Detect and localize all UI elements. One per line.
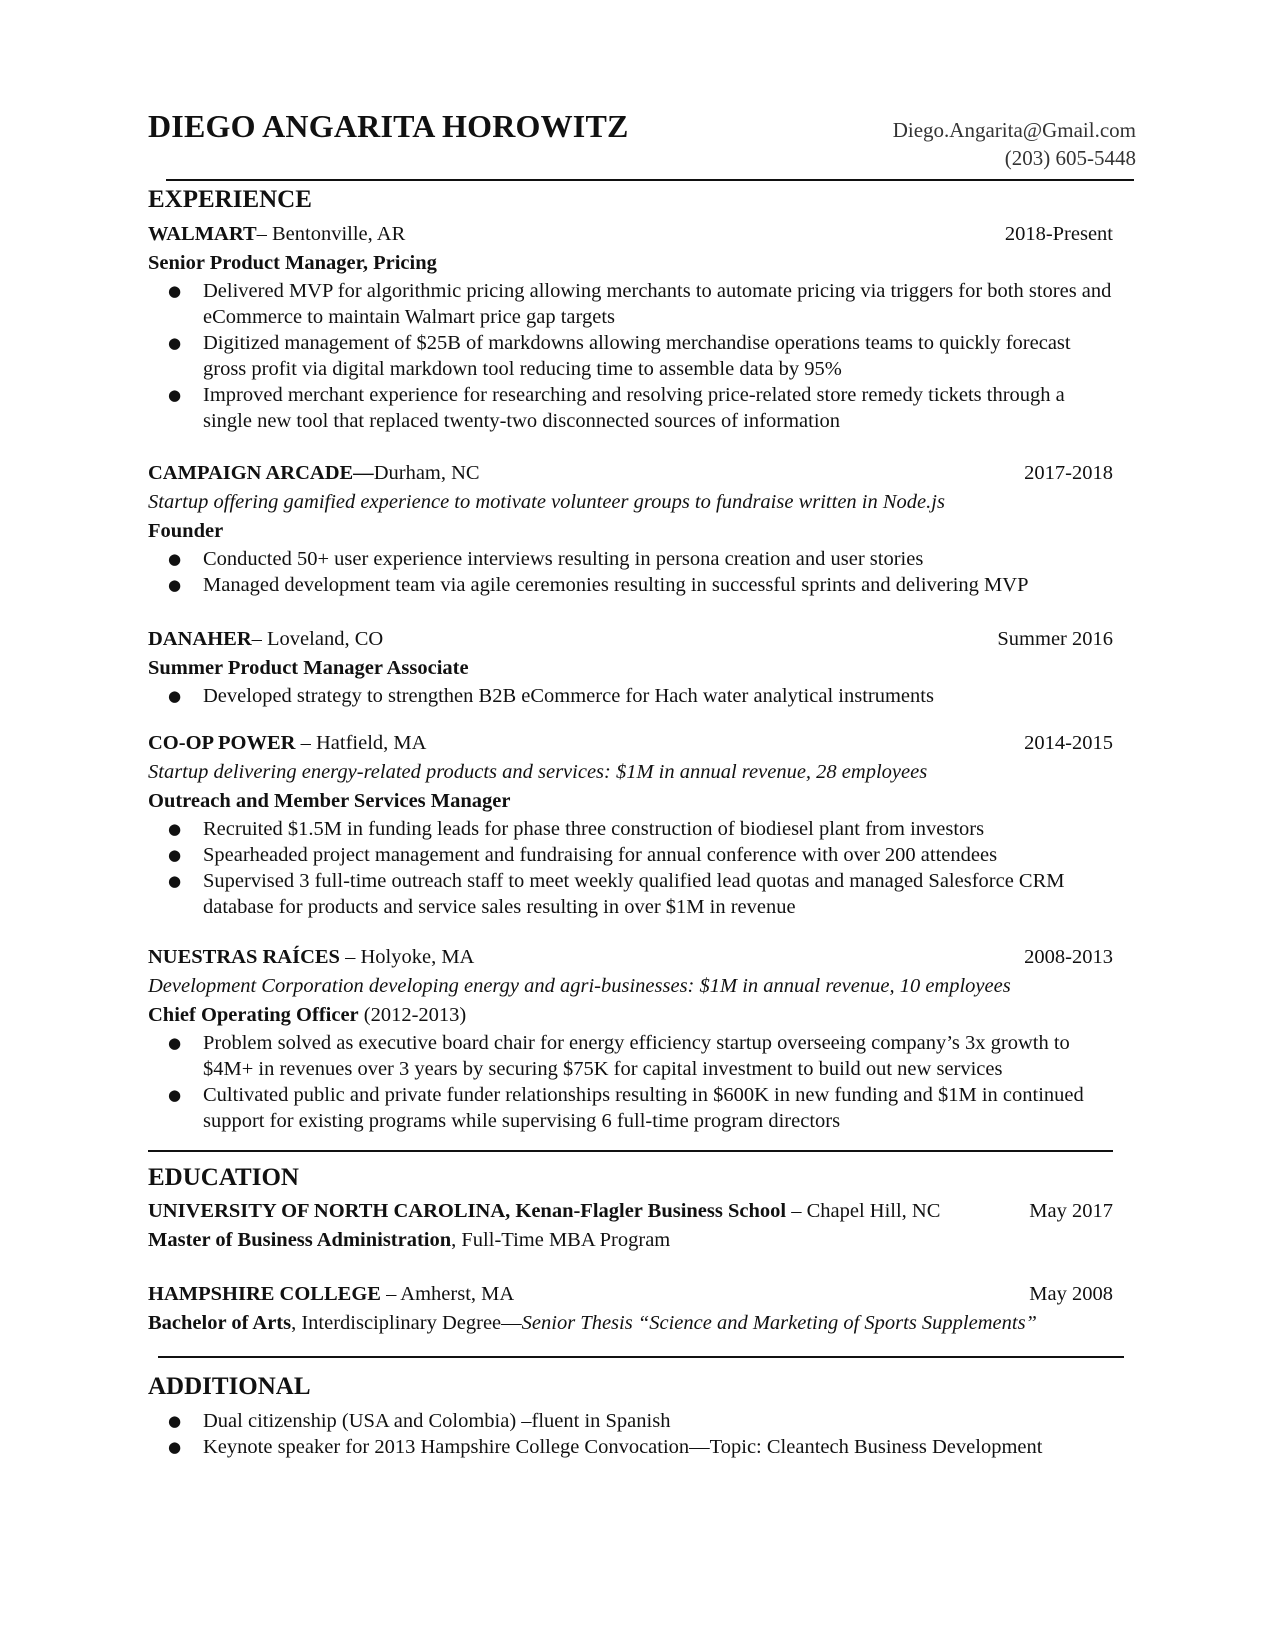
bullet-list <box>148 278 1113 434</box>
degree-name: Bachelor of Arts <box>148 1312 292 1334</box>
employment-dates: 2008-2013 <box>1024 946 1113 968</box>
bullet-item: ● Problem solved as executive board chair for energy efficiency startup overseeing company’s 3x growth to $4M+ in revenues over 3 years by securing $75K for capital investment to build out new services <box>148 1030 1113 1082</box>
additional-heading: ADDITIONAL <box>148 1373 311 1400</box>
entry-header <box>148 625 1113 654</box>
experience-entry-coop-power <box>148 729 1113 920</box>
employment-dates: 2017-2018 <box>1024 462 1113 484</box>
bullet-item: ● Developed strategy to strengthen B2B eCommerce for Hach water analytical instruments <box>148 683 1113 709</box>
school-name: UNIVERSITY OF NORTH CAROLINA, Kenan-Flagler Business School <box>148 1200 787 1222</box>
degree-detail: , Full-Time MBA Program <box>451 1229 671 1251</box>
employer-location: – Hatfield, MA <box>295 732 427 754</box>
email-address[interactable]: Diego.Angarita@Gmail.com <box>892 118 1136 142</box>
job-title: Summer Product Manager Associate <box>148 657 469 679</box>
entry-header <box>148 1197 1113 1226</box>
job-title: Chief Operating Officer <box>148 1004 359 1026</box>
bullet-item: ● Spearheaded project management and fundraising for annual conference with over 200 attendees <box>148 842 1113 868</box>
employment-dates: 2018-Present <box>1004 223 1113 245</box>
experience-entry-walmart <box>148 220 1113 434</box>
entry-header <box>148 220 1113 249</box>
bullet-item: ● Digitized management of $25B of markdowns allowing merchandise operations teams to quickly forecast gross profit via digital markdown tool reducing time to assemble data by 95% <box>148 330 1113 382</box>
company-description: Startup offering gamified experience to motivate volunteer groups to fundraise written in Node.js <box>148 491 945 513</box>
phone-number: (203) 605-5448 <box>1004 146 1136 170</box>
employer-name: CO-OP POWER <box>148 732 296 754</box>
employer-location: Durham, NC <box>373 462 480 484</box>
bullet-list <box>148 1408 1113 1460</box>
education-entry-hampshire <box>148 1280 1113 1338</box>
candidate-name: DIEGO ANGARITA HOROWITZ <box>148 108 629 144</box>
job-title: Outreach and Member Services Manager <box>148 790 511 812</box>
contact-block <box>893 116 1136 172</box>
bullet-item: ● Keynote speaker for 2013 Hampshire College Convocation—Topic: Cleantech Business Development <box>148 1434 1113 1460</box>
job-title: Founder <box>148 520 224 542</box>
bullet-list <box>148 683 1113 709</box>
graduation-date: May 2017 <box>1029 1200 1113 1222</box>
job-title-dates: (2012-2013) <box>358 1004 467 1026</box>
education-entry-unc <box>148 1197 1113 1255</box>
thesis-title: Senior Thesis “Science and Marketing of Sports Supplements” <box>521 1312 1037 1334</box>
employment-dates: Summer 2016 <box>997 628 1113 650</box>
job-title-row <box>148 1001 1113 1030</box>
school-name: HAMPSHIRE COLLEGE <box>148 1283 381 1305</box>
employment-dates: 2014-2015 <box>1024 732 1113 754</box>
entry-header <box>148 459 1113 488</box>
bullet-item: ● Improved merchant experience for researching and resolving price-related store remedy tickets through a single new tool that replaced twenty-two disconnected sources of information <box>148 382 1113 434</box>
employer-location: – Loveland, CO <box>251 628 384 650</box>
education-heading: EDUCATION <box>148 1164 299 1191</box>
experience-entry-campaign-arcade <box>148 459 1113 598</box>
bullet-item: ● Managed development team via agile ceremonies resulting in successful sprints and delivering MVP <box>148 572 1113 598</box>
entry-header <box>148 943 1113 972</box>
additional-section <box>148 1408 1113 1460</box>
employer-name: CAMPAIGN ARCADE— <box>148 462 374 484</box>
graduation-date: May 2008 <box>1029 1283 1113 1305</box>
degree-detail: , Interdisciplinary Degree— <box>291 1312 522 1334</box>
job-title: Senior Product Manager, Pricing <box>148 252 437 274</box>
degree-row <box>148 1226 1113 1255</box>
employer-name: NUESTRAS RAÍCES <box>148 946 340 968</box>
school-location: – Amherst, MA <box>380 1283 515 1305</box>
degree-row <box>148 1309 1113 1338</box>
company-description: Startup delivering energy-related products and services: $1M in annual revenue, 28 employees <box>148 761 928 783</box>
experience-divider <box>148 1150 1113 1152</box>
school-location: – Chapel Hill, NC <box>786 1200 941 1222</box>
bullet-item: ● Delivered MVP for algorithmic pricing allowing merchants to automate pricing via triggers for both stores and eCommerce to maintain Walmart price gap targets <box>148 278 1113 330</box>
header-divider <box>166 179 1134 181</box>
degree-name: Master of Business Administration <box>148 1229 452 1251</box>
bullet-list <box>148 816 1113 920</box>
employer-location: – Holyoke, MA <box>339 946 475 968</box>
employer-location: – Bentonville, AR <box>256 223 406 245</box>
bullet-list <box>148 1030 1113 1134</box>
bullet-item: ● Cultivated public and private funder relationships resulting in $600K in new funding and $1M in continued support for existing programs while supervising 6 full-time program directors <box>148 1082 1113 1134</box>
experience-heading: EXPERIENCE <box>148 186 312 213</box>
bullet-item: ● Conducted 50+ user experience interviews resulting in persona creation and user stories <box>148 546 1113 572</box>
employer-name: WALMART <box>148 223 257 245</box>
education-divider <box>158 1356 1124 1358</box>
experience-entry-danaher <box>148 625 1113 709</box>
employer-name: DANAHER <box>148 628 252 650</box>
entry-header <box>148 1280 1113 1309</box>
bullet-list <box>148 546 1113 598</box>
bullet-item: ● Dual citizenship (USA and Colombia) –fluent in Spanish <box>148 1408 1113 1434</box>
bullet-item: ● Supervised 3 full-time outreach staff to meet weekly qualified lead quotas and managed Salesforce CRM database for products and service sales resulting in over $1M in revenue <box>148 868 1113 920</box>
experience-entry-nuestras-raices <box>148 943 1113 1134</box>
company-description: Development Corporation developing energy and agri-businesses: $1M in annual revenue, 10 employees <box>148 975 1011 997</box>
entry-header <box>148 729 1113 758</box>
bullet-item: ● Recruited $1.5M in funding leads for phase three construction of biodiesel plant from investors <box>148 816 1113 842</box>
